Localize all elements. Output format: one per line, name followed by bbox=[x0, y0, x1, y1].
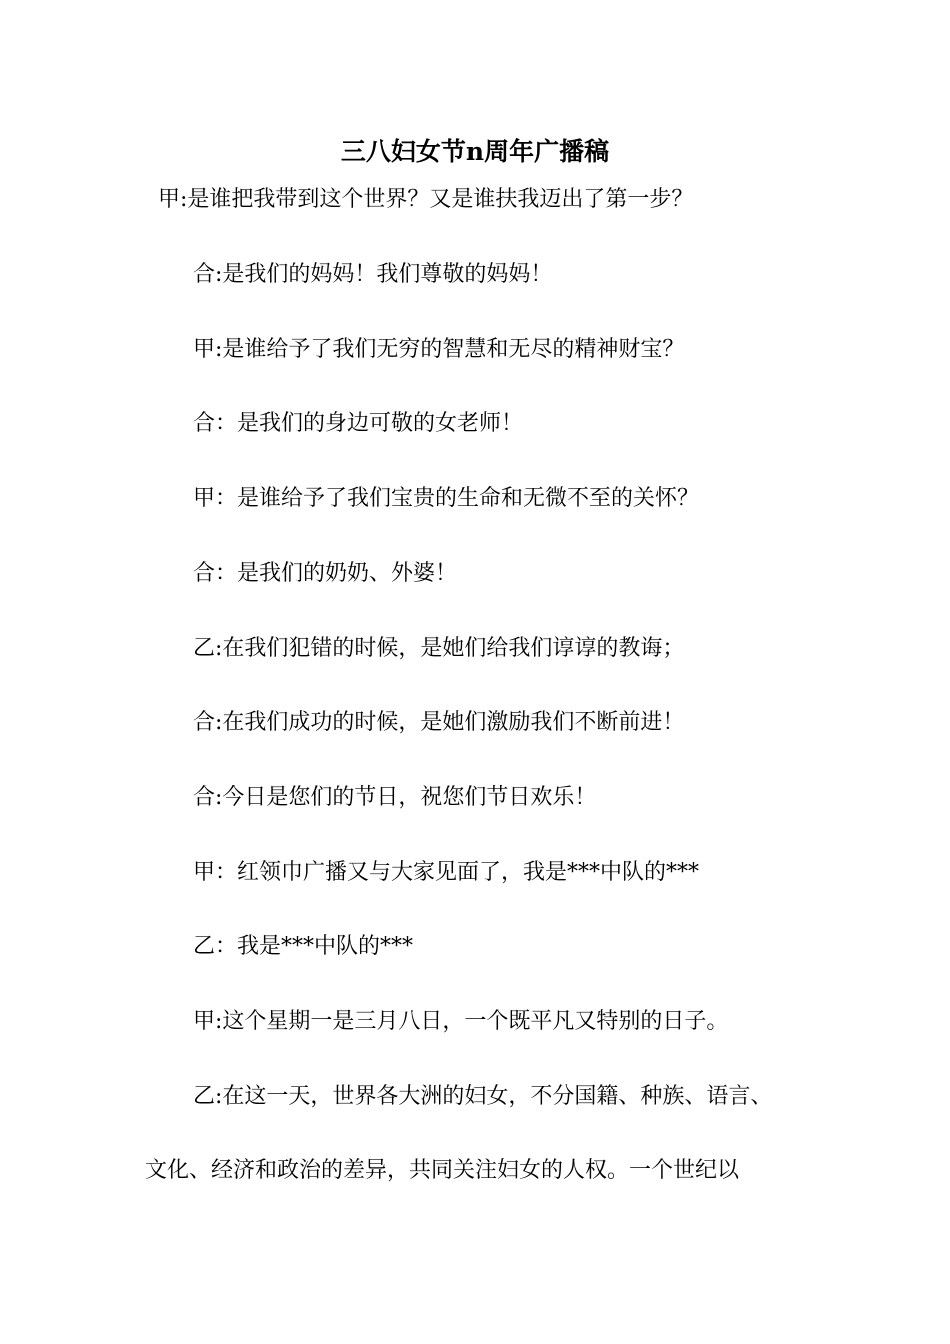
paragraph-line: 乙:在这一天，世界各大洲的妇女，不分国籍、种族、语言、 bbox=[193, 1084, 773, 1109]
paragraph-line: 合:今日是您们的节日，祝您们节日欢乐！ bbox=[193, 785, 597, 810]
document-title: 三八妇女节n周年广播稿 bbox=[340, 137, 610, 166]
paragraph-line: 合：是我们的奶奶、外婆！ bbox=[193, 561, 458, 586]
paragraph-line: 合：是我们的身边可敬的女老师！ bbox=[193, 411, 524, 436]
paragraph-line: 乙:在我们犯错的时候，是她们给我们谆谆的教诲； bbox=[193, 636, 685, 661]
paragraph-line: 乙：我是***中队的*** bbox=[193, 934, 414, 959]
paragraph-line: 甲:这个星期一是三月八日，一个既平凡又特别的日子。 bbox=[193, 1009, 729, 1034]
paragraph-line: 甲：红领巾广播又与大家见面了，我是***中队的*** bbox=[193, 860, 700, 885]
paragraph-line: 甲:是谁给予了我们无穷的智慧和无尽的精神财宝？ bbox=[193, 337, 685, 362]
paragraph-line: 合:是我们的妈妈！我们尊敬的妈妈！ bbox=[193, 262, 553, 287]
paragraph-line: 合:在我们成功的时候，是她们激励我们不断前进！ bbox=[193, 710, 685, 735]
paragraph-line: 甲：是谁给予了我们宝贵的生命和无微不至的关怀？ bbox=[193, 486, 700, 511]
paragraph-line: 文化、经济和政治的差异，共同关注妇女的人权。一个世纪以 bbox=[145, 1158, 740, 1183]
paragraph-line: 甲:是谁把我带到这个世界？又是谁扶我迈出了第一步？ bbox=[158, 187, 694, 212]
